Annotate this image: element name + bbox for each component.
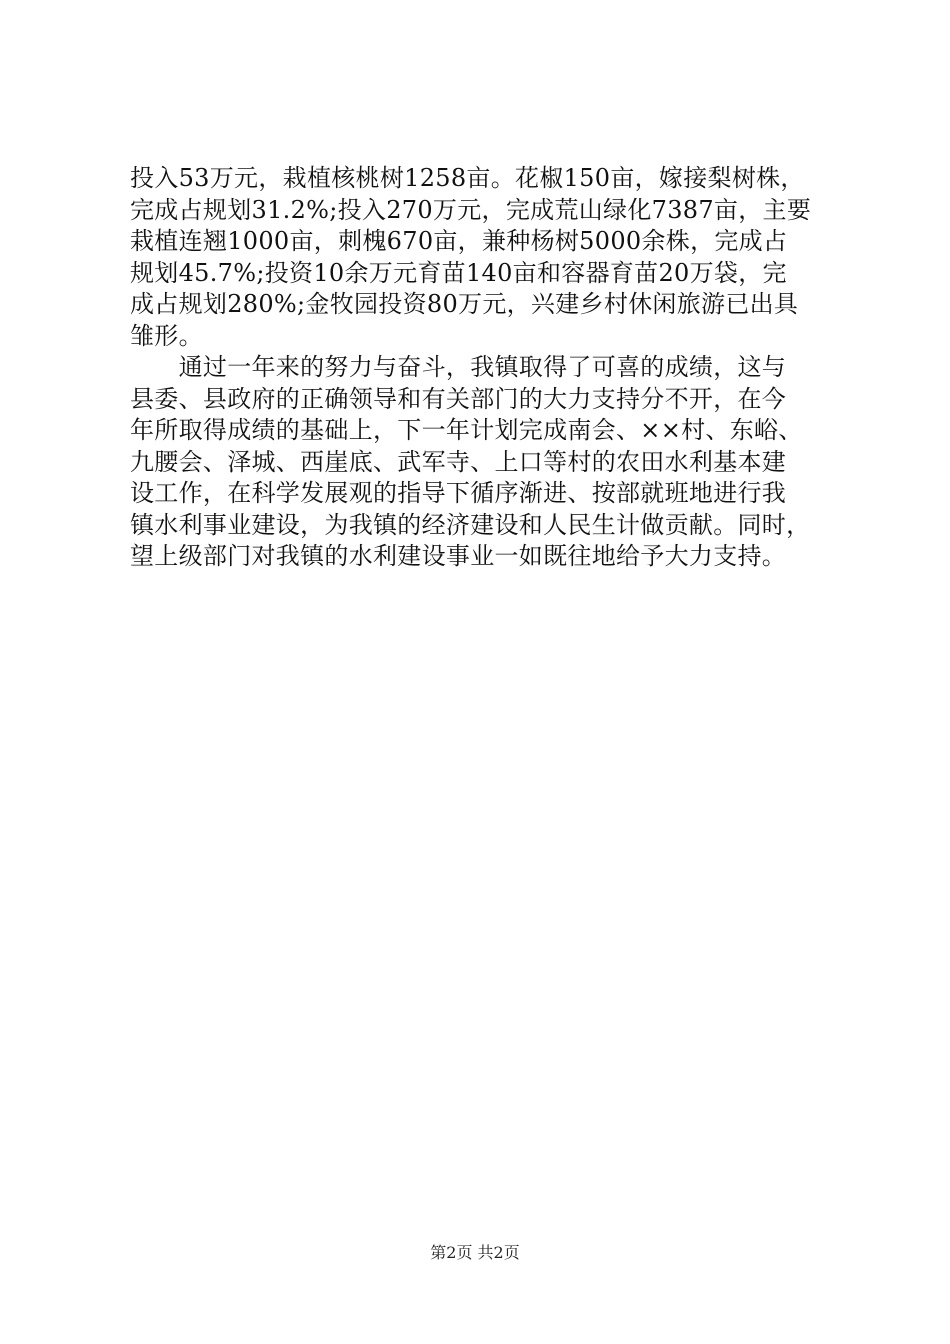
text-line: 通过一年来的努力与奋斗，我镇取得了可喜的成绩，这与 [130, 353, 787, 381]
text-line: 望上级部门对我镇的水利建设事业一如既往地给予大力支持。 [130, 542, 787, 570]
text-line: 镇水利事业建设，为我镇的经济建设和人民生计做贡献。同时， [130, 510, 811, 539]
text-line: 成占规划280%;金牧园投资80万元，兴建乡村休闲旅游已出具 [130, 290, 799, 318]
body-text [130, 163, 830, 573]
text-line: 栽植连翘1000亩，刺槐670亩，兼种杨树5000余株，完成占 [130, 227, 788, 255]
text-line: 设工作，在科学发展观的指导下循序渐进、按部就班地进行我 [130, 479, 787, 507]
text-line: 年所取得成绩的基础上，下一年计划完成南会、××村、东峪、 [130, 416, 803, 444]
page-footer [0, 1243, 950, 1263]
text-line: 投入53万元，栽植核桃树1258亩。花椒150亩，嫁接梨树株， [130, 164, 805, 192]
text-line: 县委、县政府的正确领导和有关部门的大力支持分不开，在今 [130, 384, 787, 413]
text-line: 雏形。 [130, 321, 203, 350]
text-line: 完成占规划31.2%;投入270万元，完成荒山绿化7387亩，主要 [130, 195, 812, 224]
page-number-label: 第2页 共2页 [430, 1243, 520, 1262]
text-line: 九腰会、泽城、西崖底、武军寺、上口等村的农田水利基本建 [130, 447, 787, 476]
text-line: 规划45.7%;投资10余万元育苗140亩和容器育苗20万袋，完 [130, 258, 787, 287]
